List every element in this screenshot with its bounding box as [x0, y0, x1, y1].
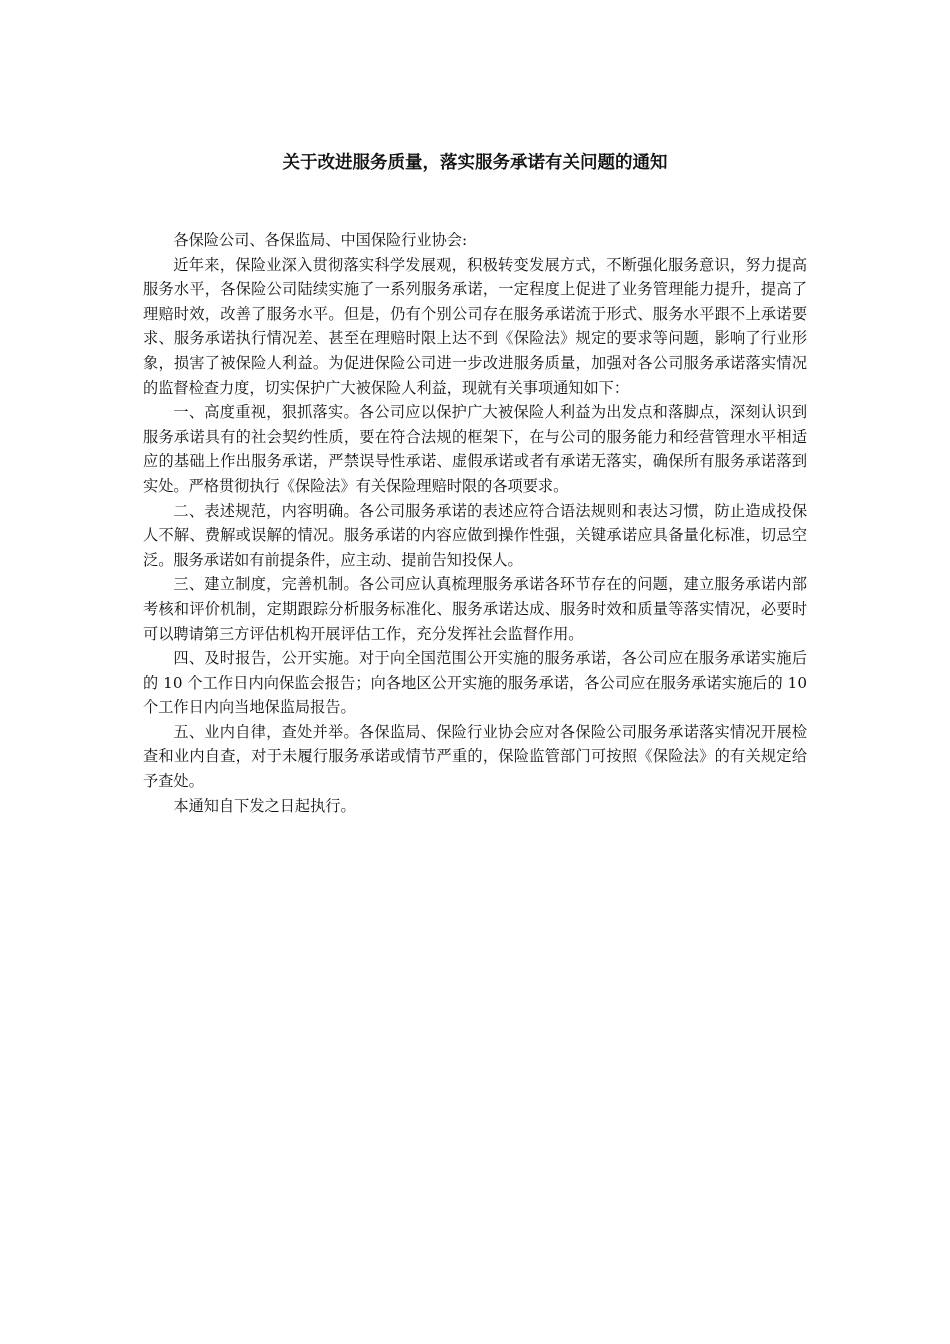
paragraph-item-2: 二、表述规范，内容明确。各公司服务承诺的表述应符合语法规则和表达习惯，防止造成投保人不解、费解或误解的情况。服务承诺的内容应做到操作性强，关键承诺应具备量化标准，切忌空泛。服务承诺如有前提条件，应主动、提前告知投保人。	[143, 501, 807, 569]
paragraph-item-5: 五、业内自律，查处并举。各保监局、保险行业协会应对各保险公司服务承诺落实情况开展检查和业内自查，对于未履行服务承诺或情节严重的，保险监管部门可按照《保险法》的有关规定给予查处。	[143, 722, 807, 791]
document-body	[143, 228, 807, 818]
salutation: 各保险公司、各保监局、中国保险行业协会:	[173, 231, 468, 249]
document-title: 关于改进服务质量，落实服务承诺有关问题的通知	[282, 153, 668, 173]
paragraph-item-1: 一、高度重视，狠抓落实。各公司应以保护广大被保险人利益为出发点和落脚点，深刻认识到服务承诺具有的社会契约性质，要在符合法规的框架下，在与公司的服务能力和经营管理水平相适应的基础上作出服务承诺，严禁误导性承诺、虚假承诺或者有承诺无落实，确保所有服务承诺落到实处。严格贯彻执行《保险法》有关保险理赔时限的各项要求。	[143, 403, 807, 495]
paragraph-intro: 近年来，保险业深入贯彻落实科学发展观，积极转变发展方式，不断强化服务意识，努力提高服务水平，各保险公司陆续实施了一系列服务承诺，一定程度上促进了业务管理能力提升，提高了理赔时效，改善了服务水平。但是，仍有个别公司存在服务承诺流于形式、服务水平跟不上承诺要求、服务承诺执行情况差、甚至在理赔时限上达不到《保险法》规定的要求等问题，影响了行业形象，损害了被保险人利益。为促进保险公司进一步改进服务质量，加强对各公司服务承诺落实情况的监督检查力度，切实保护广大被保险人利益，现就有关事项通知如下：	[143, 255, 807, 397]
paragraph-item-3: 三、建立制度，完善机制。各公司应认真梳理服务承诺各环节存在的问题，建立服务承诺内部考核和评价机制，定期跟踪分析服务标准化、服务承诺达成、服务时效和质量等落实情况，必要时可以聘请第三方评估机构开展评估工作，充分发挥社会监督作用。	[143, 575, 807, 643]
paragraph-item-4: 四、及时报告，公开实施。对于向全国范围公开实施的服务承诺，各公司应在服务承诺实施后的 10 个工作日内向保监会报告；向各地区公开实施的服务承诺，各公司应在服务承诺实施后的 10 个工作日内向当地保监局报告。	[143, 649, 807, 717]
paragraph-closing: 本通知自下发之日起执行。	[173, 796, 356, 815]
